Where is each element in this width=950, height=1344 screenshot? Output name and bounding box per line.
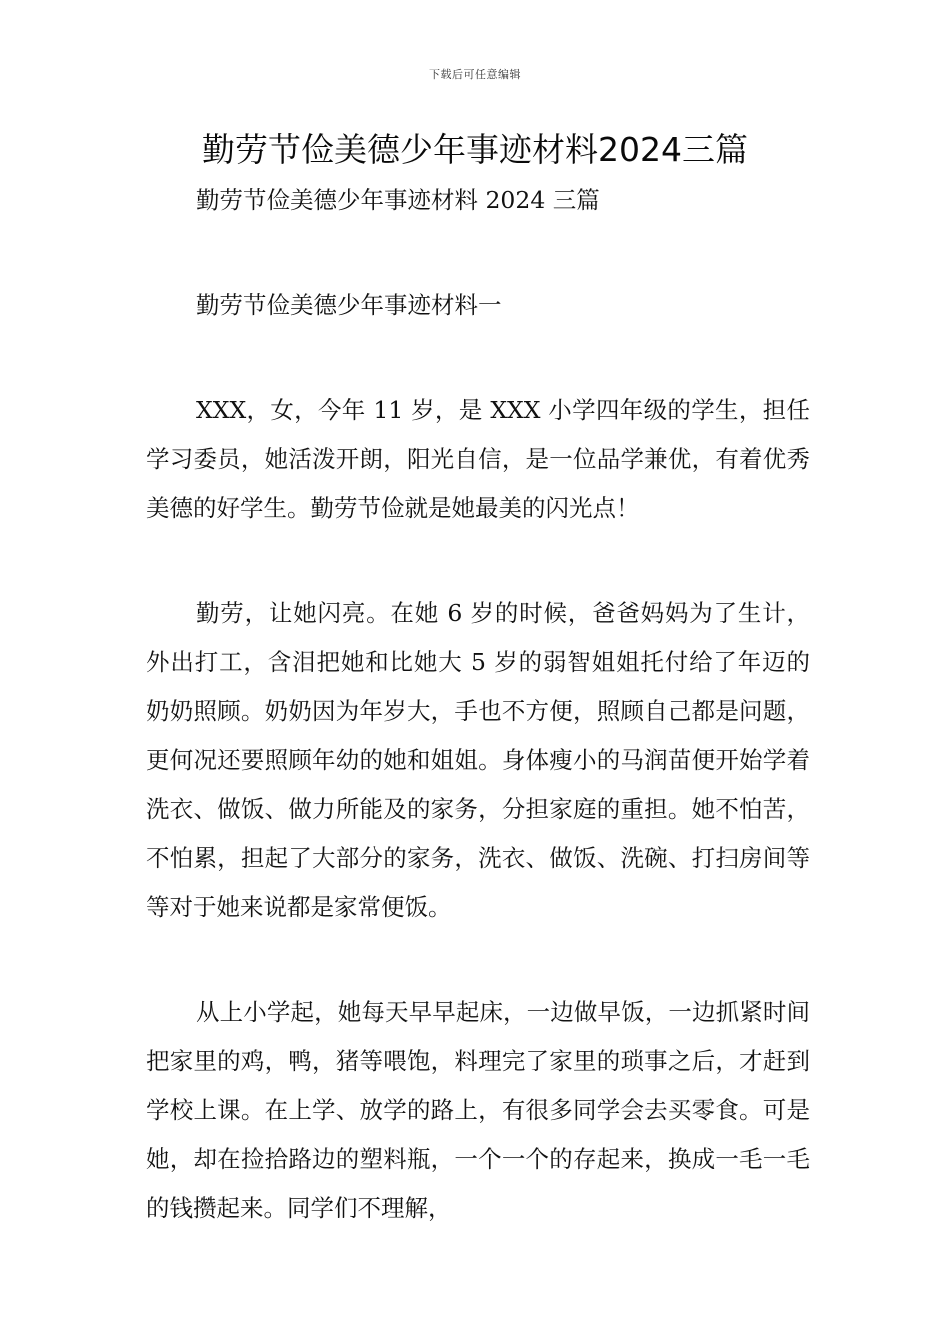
- section-heading: 勤劳节俭美德少年事迹材料一: [196, 291, 502, 319]
- document-body: [146, 176, 810, 1289]
- header-note: 下载后可任意编辑: [429, 68, 521, 81]
- paragraph: 勤劳，让她闪亮。在她 6 岁的时候，爸爸妈妈为了生计，外出打工，含泪把她和比她大 5 岁的弱智姐姐托付给了年迈的奶奶照顾。奶奶因为年岁大，手也不方便，照顾自己都是问题，更何况还要照顾年幼的她和姐姐。身体瘦小的马润苗便开始学着洗衣、做饭、做力所能及的家务，分担家庭的重担。她不怕苦，不怕累，担起了大部分的家务，洗衣、做饭、洗碗、打扫房间等等对于她来说都是家常便饭。: [146, 599, 810, 921]
- document-subtitle: 勤劳节俭美德少年事迹材料 2024 三篇: [196, 186, 600, 214]
- document-title: 勤劳节俭美德少年事迹材料2024三篇: [202, 130, 748, 169]
- paragraph: 从上小学起，她每天早早起床，一边做早饭，一边抓紧时间把家里的鸡，鸭，猪等喂饱，料理完了家里的琐事之后，才赶到学校上课。在上学、放学的路上，有很多同学会去买零食。可是她，却在捡拾路边的塑料瓶，一个一个的存起来，换成一毛一毛的钱攒起来。同学们不理解，: [146, 998, 810, 1222]
- paragraph: XXX，女，今年 11 岁，是 XXX 小学四年级的学生，担任学习委员，她活泼开朗，阳光自信，是一位品学兼优，有着优秀美德的好学生。勤劳节俭就是她最美的闪光点！: [146, 396, 810, 522]
